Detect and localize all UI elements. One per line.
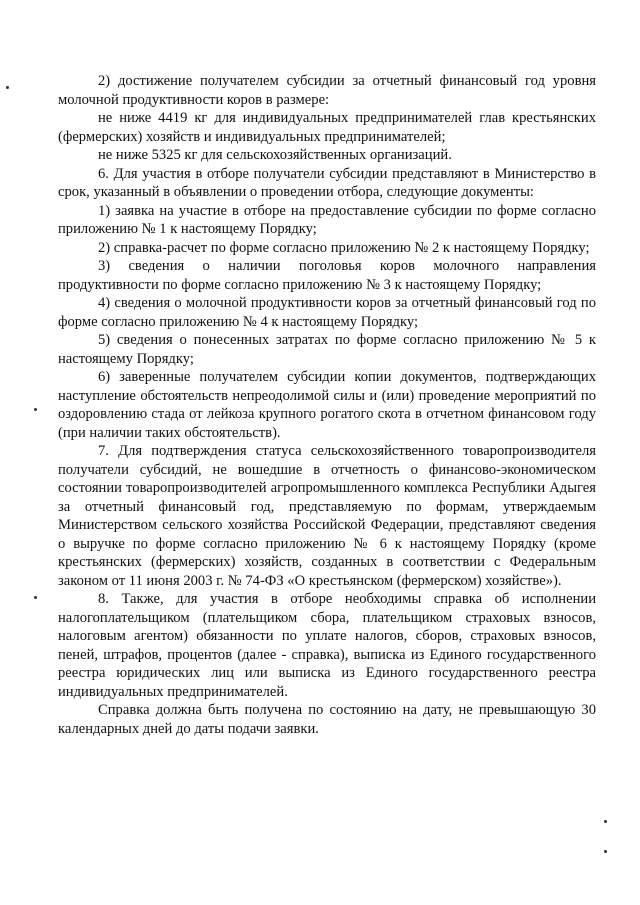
scan-speck (604, 820, 607, 823)
paragraph-doc-2: 2) справка-расчет по форме согласно приложению № 2 к настоящему Порядку; (98, 239, 590, 256)
paragraph-section-8: 8. Также, для участия в отборе необходимы справка об исполнении налогоплательщиком (плательщиком сбора, плательщиком страховых взносов, налоговым агентом) обязанности по уплате налогов, сборов, страховых взносов, пеней, штрафов, процентов (далее - справка), выписка из Единого государственного реестра юридических лиц или выписка из Единого государственного реестра индивидуальных предпринимателей. (58, 591, 596, 700)
paragraph-doc-4: 4) сведения о молочной продуктивности коров за отчетный финансовый год по форме согласно приложению № 4 к настоящему Порядку; (58, 295, 596, 330)
paragraph-item-2-milk-yield: 2) достижение получателем субсидии за отчетный финансовый год уровня молочной продуктивности коров в размере: (58, 73, 596, 108)
paragraph-certificate-validity: Справка должна быть получена по состоянию на дату, не превышающую 30 календарных дней до даты подачи заявки. (58, 702, 596, 737)
paragraph-doc-6: 6) заверенные получателем субсидии копии документов, подтверждающих наступление обстоятельств непреодолимой силы и (или) проведение мероприятий по оздоровлению стада от лейкоза крупного рогатого скота в отчетном финансовом году (при наличии таких обстоятельств). (58, 369, 596, 441)
scan-speck (6, 86, 9, 89)
paragraph-section-7: 7. Для подтверждения статуса сельскохозяйственного товаропроизводителя получатели субсидий, не вошедшие в отчетность о финансово-экономическом состоянии товаропроизводителей агропромышленного комплекса Республики Адыгея за отчетный финансовый год, представляемую по формам, утверждаемым Министерством сельского хозяйства Российской Федерации, представляют сведения о выручке по форме согласно приложению № 6 к настоящему Порядку (кроме крестьянских (фермерских) хозяйств, созданных в соответствии с Федеральным законом от 11 июня 2003 г. № 74-ФЗ «О крестьянском (фермерском) хозяйстве»). (58, 443, 596, 589)
scan-speck (34, 596, 37, 599)
scan-speck (604, 850, 607, 853)
scan-speck (34, 408, 37, 411)
paragraph-doc-3: 3) сведения о наличии поголовья коров молочного направления продуктивности по форме согласно приложению № 3 к настоящему Порядку; (58, 258, 596, 293)
paragraph-threshold-individuals: не ниже 4419 кг для индивидуальных предпринимателей глав крестьянских (фермерских) хозяйств и индивидуальных предпринимателей; (58, 110, 596, 145)
paragraph-doc-5: 5) сведения о понесенных затратах по форме согласно приложению № 5 к настоящему Порядку; (58, 332, 596, 367)
paragraph-doc-1: 1) заявка на участие в отборе на предоставление субсидии по форме согласно приложению № 1 к настоящему Порядку; (58, 202, 596, 237)
document-body (58, 72, 596, 738)
paragraph-section-6: 6. Для участия в отборе получатели субсидии представляют в Министерство в срок, указанный в объявлении о проведении отбора, следующие документы: (58, 165, 596, 200)
paragraph-threshold-organizations: не ниже 5325 кг для сельскохозяйственных организаций. (98, 147, 452, 163)
